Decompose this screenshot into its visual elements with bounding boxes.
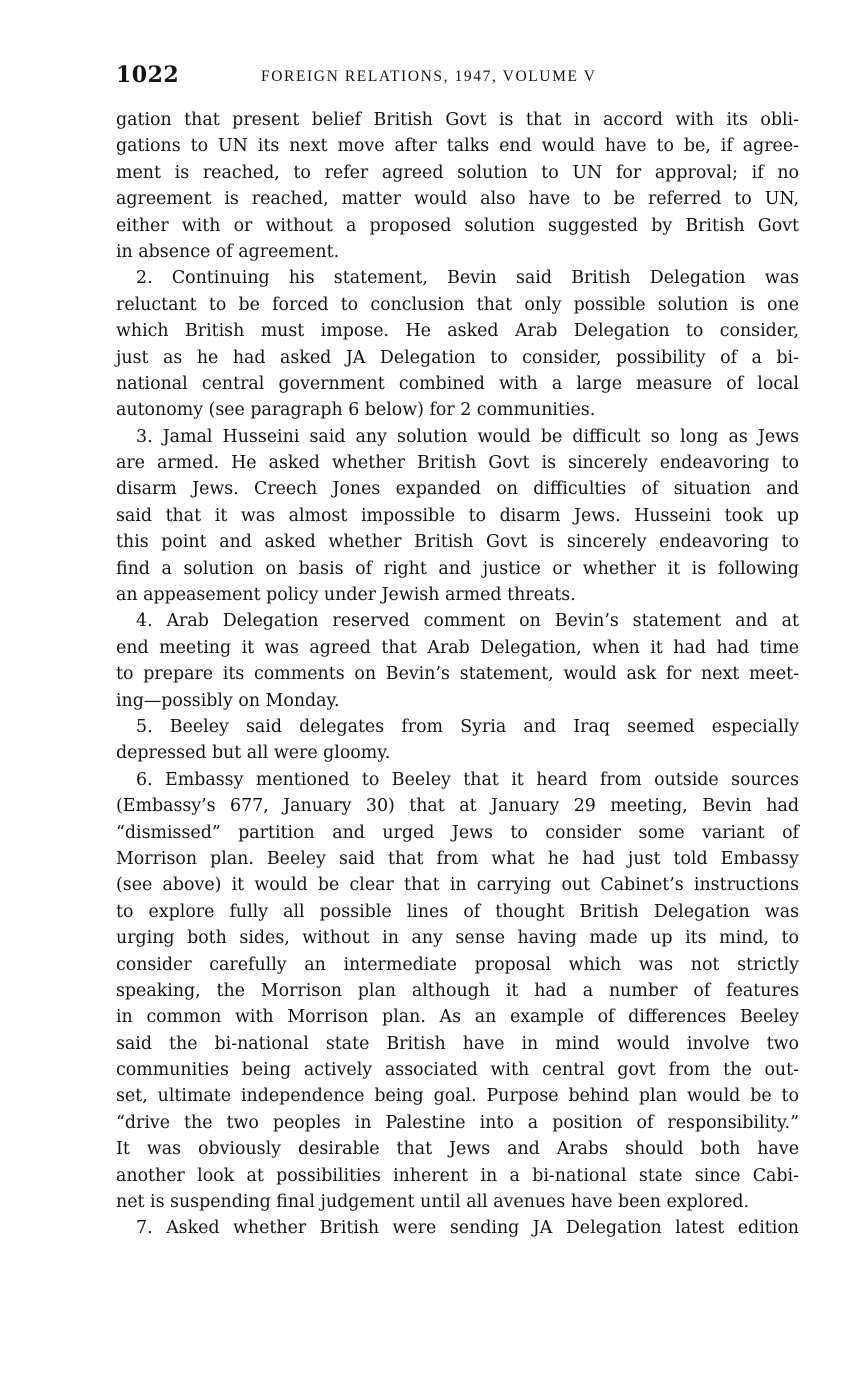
text-line: 5. Beeley said delegates from Syria and Iraq seemed especially: [136, 716, 799, 737]
text-line: It was obviously desirable that Jews and Arabs should both have: [116, 1139, 799, 1160]
page-header: [116, 62, 806, 92]
text-line: set, ultimate independence being goal. Purpose behind plan would be to: [116, 1086, 799, 1107]
text-line: in common with Morrison plan. As an example of differences Beeley: [116, 1007, 799, 1028]
text-line: end meeting it was agreed that Arab Delegation, when it had had time: [116, 637, 799, 658]
text-line: disarm Jews. Creech Jones expanded on difficulties of situation and: [116, 479, 799, 500]
text-line: communities being actively associated with central govt from the out-: [116, 1060, 799, 1081]
text-line: 3. Jamal Husseini said any solution would be difficult so long as Jews: [136, 426, 799, 447]
text-line: an appeasement policy under Jewish armed threats.: [116, 585, 576, 606]
text-line: ing—possibly on Monday.: [116, 690, 340, 711]
text-line: this point and asked whether British Govt is sincerely endeavoring to: [116, 532, 799, 553]
text-line: (see above) it would be clear that in carrying out Cabinet’s instructions: [116, 875, 799, 896]
text-line: speaking, the Morrison plan although it had a number of features: [116, 980, 799, 1001]
text-line: autonomy (see paragraph 6 below) for 2 communities.: [116, 400, 596, 421]
text-line: 2. Continuing his statement, Bevin said British Delegation was: [136, 268, 799, 289]
text-line: either with or without a proposed solution suggested by British Govt: [116, 215, 799, 236]
page-number: 1022: [116, 62, 180, 88]
text-line: reluctant to be forced to conclusion that only possible solution is one: [116, 294, 799, 315]
text-line: Morrison plan. Beeley said that from what he had just told Embassy: [116, 848, 799, 869]
text-line: “dismissed” partition and urged Jews to consider some variant of: [116, 822, 799, 843]
text-line: agreement is reached, matter would also have to be referred to UN,: [116, 189, 799, 210]
text-line: gations to UN its next move after talks end would have to be, if agree-: [116, 136, 799, 157]
text-line: urging both sides, without in any sense having made up its mind, to: [116, 928, 799, 949]
text-line: which British must impose. He asked Arab Delegation to consider,: [116, 321, 799, 342]
text-line: “drive the two peoples in Palestine into a position of responsibility.”: [116, 1112, 799, 1133]
text-line: national central government combined with a large measure of local: [116, 373, 799, 394]
text-line: in absence of agreement.: [116, 241, 340, 262]
text-line: said the bi-national state British have in mind would involve two: [116, 1033, 799, 1054]
text-line: to explore fully all possible lines of thought British Delegation was: [116, 901, 799, 922]
text-line: 4. Arab Delegation reserved comment on Bevin’s statement and at: [136, 611, 799, 632]
text-line: just as he had asked JA Delegation to consider, possibility of a bi-: [116, 347, 799, 368]
text-line: consider carefully an intermediate proposal which was not strictly: [116, 954, 799, 975]
text-line: 7. Asked whether British were sending JA Delegation latest edition: [136, 1218, 799, 1239]
text-line: 6. Embassy mentioned to Beeley that it heard from outside sources: [136, 769, 799, 790]
text-line: find a solution on basis of right and justice or whether it is following: [116, 558, 799, 579]
running-head: FOREIGN RELATIONS, 1947, VOLUME V: [261, 68, 597, 85]
text-line: said that it was almost impossible to disarm Jews. Husseini took up: [116, 505, 799, 526]
text-line: depressed but all were gloomy.: [116, 743, 391, 764]
text-line: another look at possibilities inherent in a bi-national state since Cabi-: [116, 1165, 799, 1186]
text-line: ment is reached, to refer agreed solution to UN for approval; if no: [116, 162, 799, 183]
text-line: (Embassy’s 677, January 30) that at January 29 meeting, Bevin had: [116, 796, 799, 817]
body-text: [116, 107, 799, 1242]
text-line: gation that present belief British Govt is that in accord with its obli-: [116, 110, 799, 130]
text-line: are armed. He asked whether British Govt is sincerely endeavoring to: [116, 453, 799, 474]
text-line: net is suspending final judgement until all avenues have been explored.: [116, 1192, 750, 1213]
text-line: to prepare its comments on Bevin’s statement, would ask for next meet-: [116, 664, 799, 685]
